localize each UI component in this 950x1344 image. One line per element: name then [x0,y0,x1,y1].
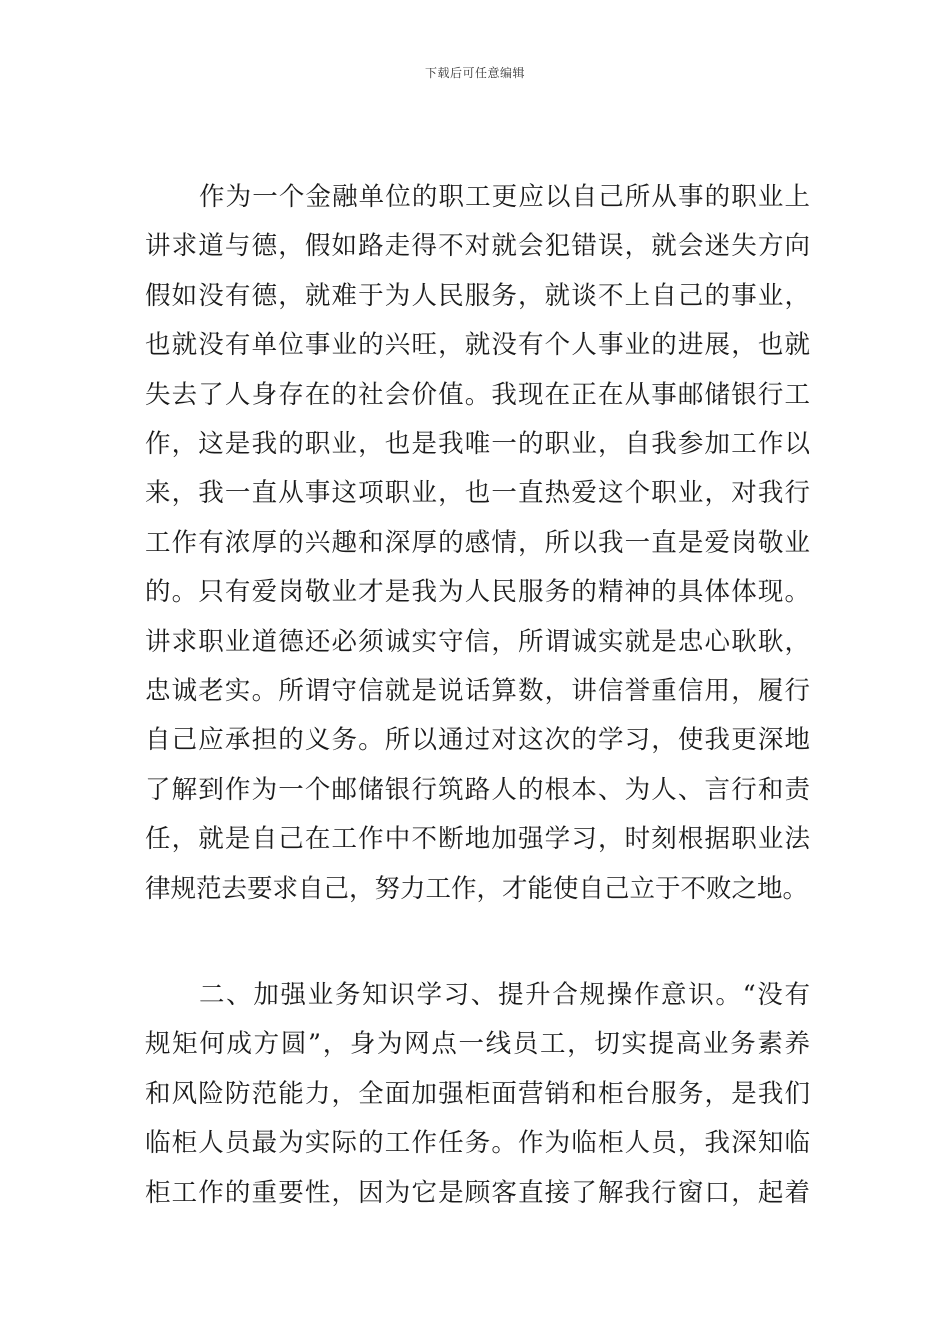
text-line: 工作有浓厚的兴趣和深厚的感情，所以我一直是爱岗敬业 [145,527,810,558]
text-line: 也就没有单位事业的兴旺，就没有个人事业的进展，也就 [145,330,810,361]
text-line: 二、加强业务知识学习、提升合规操作意识。“没有 [199,980,810,1010]
text-line: 律规范去要求自己，努力工作，才能使自己立于不败之地。 [145,873,809,904]
text-line: 讲求道与德，假如路走得不对就会犯错误，就会迷失方向 [145,231,810,262]
paragraph-professional-ethics [145,173,810,914]
text-line: 的。只有爱岗敬业才是我为人民服务的精神的具体体现。 [145,577,810,608]
text-line: 作为一个金融单位的职工更应以自己所从事的职业上 [199,182,810,212]
text-line: 柜工作的重要性，因为它是顾客直接了解我行窗口，起着 [145,1177,810,1208]
paragraph-compliance [145,971,810,1218]
text-line: 讲求职业道德还必须诚实守信，所谓诚实就是忠心耿耿， [145,626,810,657]
text-line: 自己应承担的义务。所以通过对这次的学习，使我更深地 [145,725,810,756]
text-line: 忠诚老实。所谓守信就是说话算数，讲信誉重信用，履行 [145,676,810,707]
header-note: 下载后可任意编辑 [424,66,525,80]
text-line: 假如没有德，就难于为人民服务，就谈不上自己的事业， [145,280,810,311]
text-line: 规矩何成方圆”，身为网点一线员工，切实提高业务素养 [145,1029,810,1060]
text-line: 失去了人身存在的社会价值。我现在正在从事邮储银行工 [145,379,810,410]
text-line: 临柜人员最为实际的工作任务。作为临柜人员，我深知临 [145,1128,810,1159]
text-line: 作，这是我的职业，也是我唯一的职业，自我参加工作以 [145,429,810,460]
text-line: 来，我一直从事这项职业，也一直热爱这个职业，对我行 [145,478,810,509]
text-line: 了解到作为一个邮储银行筑路人的根本、为人、言行和责 [145,774,810,805]
text-line: 任，就是自己在工作中不断地加强学习，时刻根据职业法 [145,824,810,855]
text-line: 和风险防范能力，全面加强柜面营销和柜台服务，是我们 [145,1078,810,1109]
